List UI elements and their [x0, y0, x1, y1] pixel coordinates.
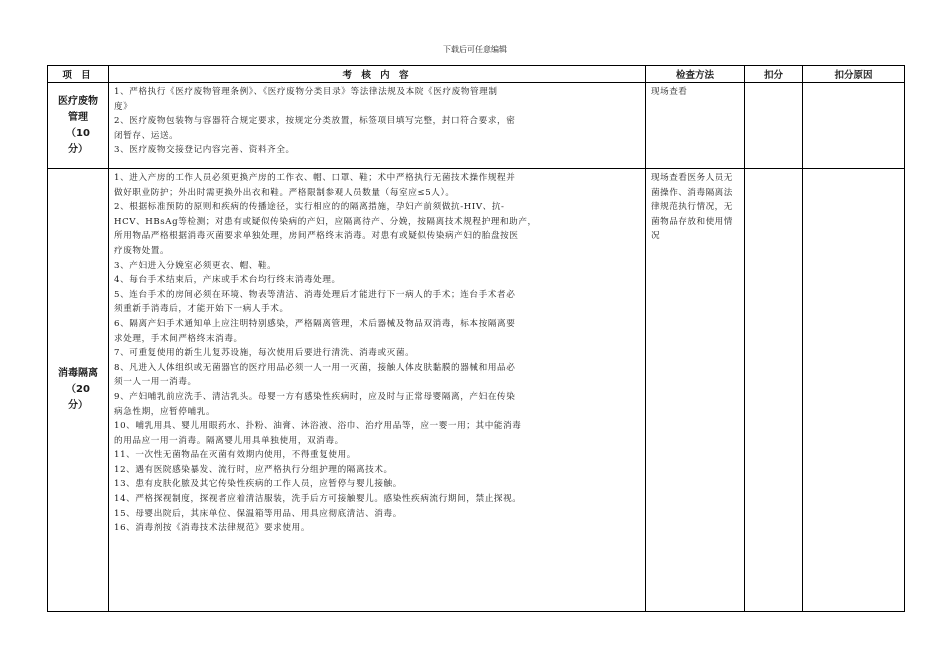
content-line: 6、隔离产妇手术通知单上应注明特别感染，严格隔离管理，术后器械及物品双消毒，标本按隔离要	[114, 318, 516, 329]
item-label-line: （20	[66, 384, 90, 395]
content-line: 15、母婴出院后，其床单位、保温箱等用品、用具应彻底清洁、消毒。	[114, 508, 402, 519]
item-label-line: （10	[66, 127, 90, 139]
inspection-table	[47, 65, 905, 612]
content-line: 16、消毒剂按《消毒技术法律规范》要求使用。	[114, 523, 311, 534]
content-line: 所用物品严格根据消毒灭菌要求单独处理，房间严格终末消毒。对患有或疑似传染病产妇的胎盘按医	[114, 231, 519, 242]
item-label-line: 管理	[68, 111, 88, 123]
reason-cell[interactable]	[803, 83, 905, 169]
table-header-row	[48, 66, 905, 83]
content-line: 1、进入产房的工作人员必须更换产房的工作衣、帽、口罩、鞋；术中严格执行无菌技术操作规程并	[114, 173, 516, 183]
header-deduct: 扣分	[745, 66, 803, 83]
content-line: 12、遇有医院感染暴发、流行时，应严格执行分组护理的隔离技术。	[114, 464, 393, 475]
content-line: 8、凡进入人体组织或无菌器官的医疗用品必须一人一用一灭菌，接触人体皮肤黏膜的器械和用品必	[114, 362, 516, 373]
page-header-note: 下载后可任意编辑	[443, 45, 507, 54]
deduct-cell[interactable]	[745, 83, 803, 169]
content-line: 度》	[114, 101, 133, 112]
content-line: 14、严格探视制度，探视者应着清洁服装，洗手后方可接触婴儿。感染性疾病流行期间，禁止探视。	[114, 494, 522, 505]
content-line: 11、一次性无菌物品在灭菌有效期内使用，不得重复使用。	[114, 450, 356, 461]
item-label-line: 医疗废物	[58, 95, 98, 107]
header-method: 检查方法	[646, 66, 745, 83]
content-line: HCV、HBsAg等检测；对患有或疑似传染病的产妇，应隔离待产、分娩，按隔离技术规程护理和助产，	[114, 216, 537, 227]
reason-cell[interactable]	[803, 169, 905, 612]
content-line: 闭暂存、运送。	[114, 130, 179, 141]
content-line: 病急性期，应暂停哺乳。	[114, 406, 216, 417]
content-line: 的用品应一用一消毒。隔离婴儿用具单独使用，双消毒。	[114, 435, 344, 446]
content-line: 3、医疗废物交接登记内容完善、资料齐全。	[114, 145, 295, 156]
item-cell	[48, 169, 109, 612]
content-line: 7、可重复使用的新生儿复苏设施，每次使用后要进行清洗、消毒或灭菌。	[114, 348, 415, 359]
header-content: 考 核 内 容	[109, 66, 646, 83]
table-row	[48, 83, 905, 169]
item-label-line: 分）	[68, 400, 88, 411]
content-line: 须一人一用一消毒。	[114, 377, 197, 388]
content-line: 做好职业防护；外出时需更换外出衣和鞋。严格限制参观人员数量（每室应≤5人）。	[114, 187, 455, 198]
content-cell	[109, 83, 646, 169]
content-line: 疗废物处置。	[114, 245, 170, 256]
content-line: 3、产妇进入分娩室必须更衣、帽、鞋。	[114, 260, 277, 271]
content-line: 5、连台手术的房间必须在环境、物表等清洁、消毒处理后才能进行下一病人的手术；连台手术者必	[114, 289, 516, 300]
content-line: 须重新手消毒后，才能开始下一病人手术。	[114, 304, 289, 315]
content-cell	[109, 169, 646, 612]
item-label-line: 消毒隔离	[58, 368, 98, 379]
content-line: 10、哺乳用具、婴儿用眼药水、扑粉、油膏、沐浴液、浴巾、治疗用品等，应一婴一用；其中能消毒	[114, 421, 522, 432]
content-line: 9、产妇哺乳前应洗手、清洁乳头。母婴一方有感染性疾病时，应及时与正常母婴隔离，产妇在传染	[114, 391, 516, 402]
deduct-cell[interactable]	[745, 169, 803, 612]
method-cell: 现场查看	[646, 83, 745, 169]
item-cell	[48, 83, 109, 169]
content-line: 2、根据标准预防的原则和疾病的传播途径，实行相应的的隔离措施，孕妇产前须做抗-HIV、抗-	[114, 202, 505, 213]
content-line: 4、每台手术结束后，产床或手术台均行终末消毒处理。	[114, 275, 341, 286]
content-line: 求处理，手术间严格终末消毒。	[114, 333, 243, 344]
item-label-line: 分）	[68, 143, 88, 155]
content-line: 13、患有皮肤化脓及其它传染性疾病的工作人员，应暂停与婴儿接触。	[114, 479, 402, 490]
content-line: 1、严格执行《医疗废物管理条例》、《医疗废物分类目录》等法律法规及本院《医疗废物管理制	[114, 87, 498, 97]
method-cell: 现场查看医务人员无菌操作、消毒隔离法律规范执行情况，无菌物品存放和使用情况	[646, 169, 745, 612]
content-line: 2、医疗废物包装物与容器符合规定要求，按规定分类放置，标签项目填写完整，封口符合要求，密	[114, 116, 516, 127]
header-reason: 扣分原因	[803, 66, 905, 83]
header-item: 项 目	[48, 66, 109, 83]
table-row	[48, 169, 905, 612]
